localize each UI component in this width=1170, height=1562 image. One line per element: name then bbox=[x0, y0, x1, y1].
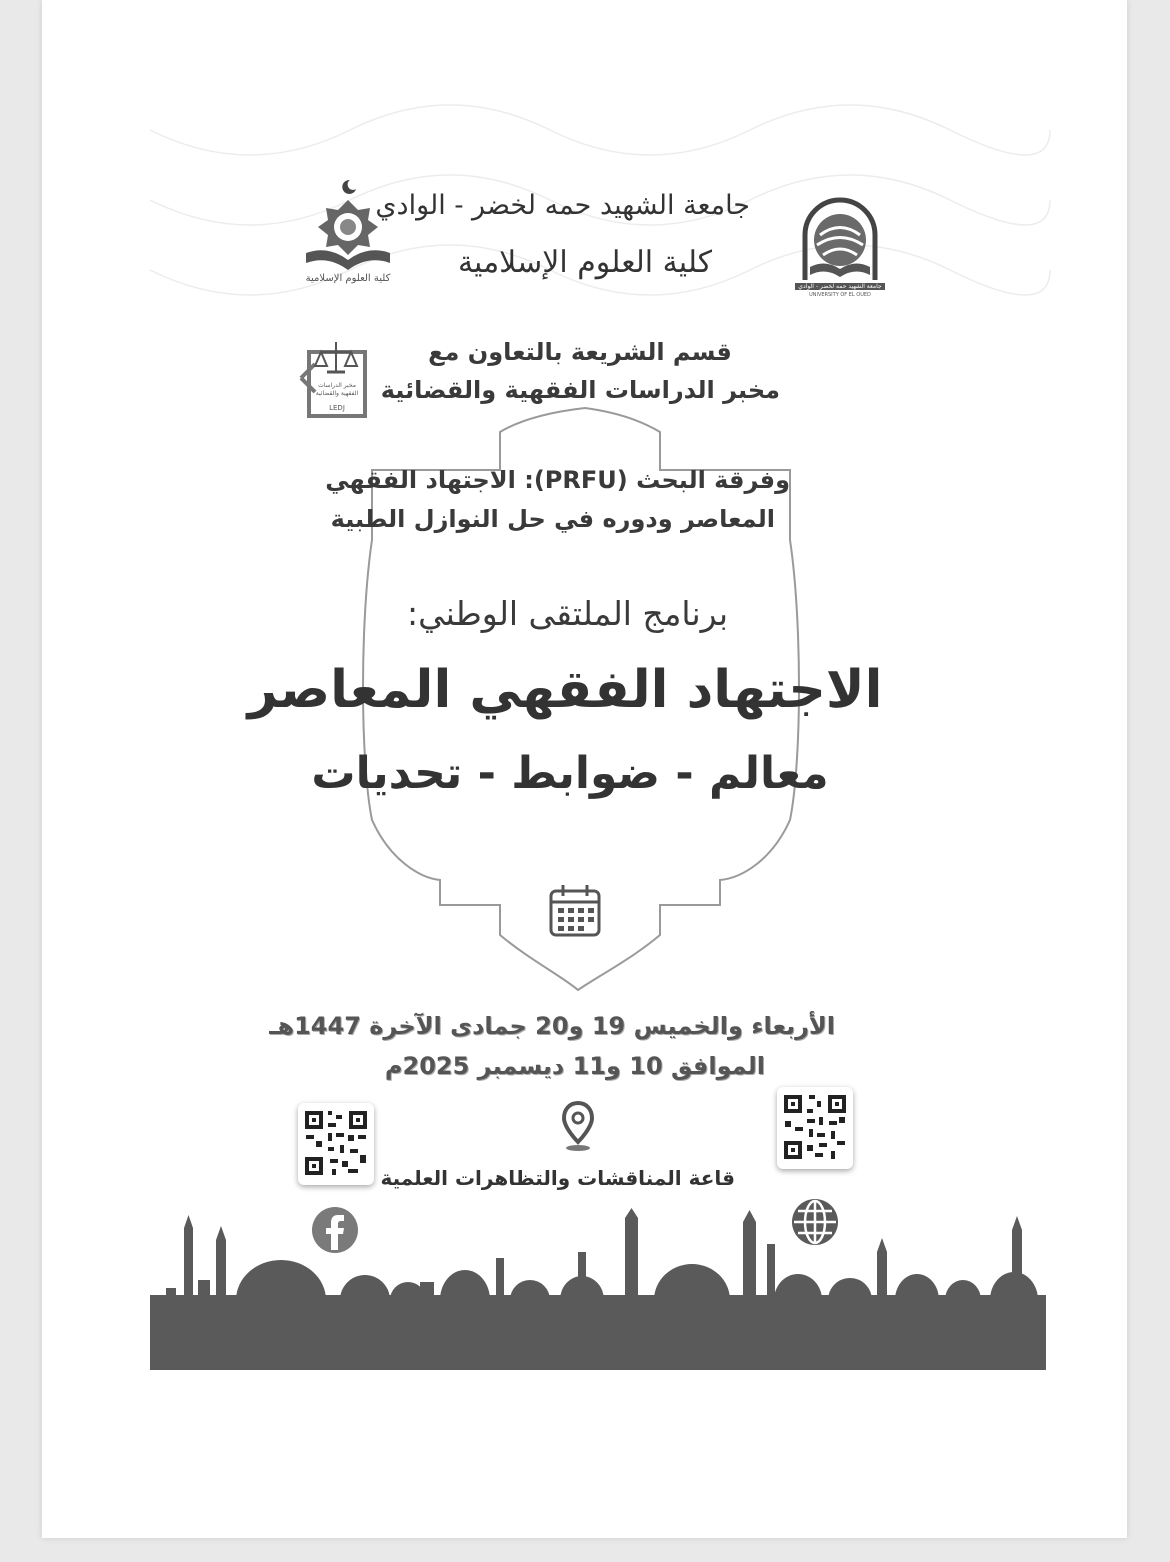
faculty-logo-caption: كلية العلوم الإسلامية bbox=[305, 273, 391, 284]
event-title: الاجتهاد الفقهي المعاصر bbox=[247, 660, 883, 720]
research-team-line-1: وفرقة البحث (PRFU): الاجتهاد الفقهي bbox=[325, 466, 790, 494]
event-subtitle: معالم - ضوابط - تحديات bbox=[311, 748, 829, 799]
faculty-name: كلية العلوم الإسلامية bbox=[457, 245, 713, 280]
university-logo-caption: جامعة الشهيد حمه لخضر - الوادي bbox=[795, 283, 885, 290]
venue: قاعة المناقشات والتظاهرات العلمية bbox=[380, 1166, 735, 1190]
lab-logo-abbr: LEDJ bbox=[329, 404, 345, 412]
lab-logo-caption: مخبر الدراسات الفقهية والقضائية bbox=[315, 382, 359, 397]
program-label: برنامج الملتقى الوطني: bbox=[406, 594, 729, 633]
hijri-date: الأربعاء والخميس 19 و20 جمادى الآخرة 1447هـ bbox=[269, 1012, 835, 1040]
organizers-line-2: مخبر الدراسات الفقهية والقضائية bbox=[380, 376, 780, 404]
university-logo-caption-en: UNIVERSITY OF EL OUED bbox=[809, 292, 871, 298]
university-name: جامعة الشهيد حمه لخضر - الوادي bbox=[375, 190, 750, 221]
organizers-line-1: قسم الشريعة بالتعاون مع bbox=[428, 338, 732, 366]
gregorian-date: الموافق 10 و11 ديسمبر 2025م bbox=[384, 1052, 765, 1080]
research-team-line-2: المعاصر ودوره في حل النوازل الطبية bbox=[330, 505, 775, 533]
